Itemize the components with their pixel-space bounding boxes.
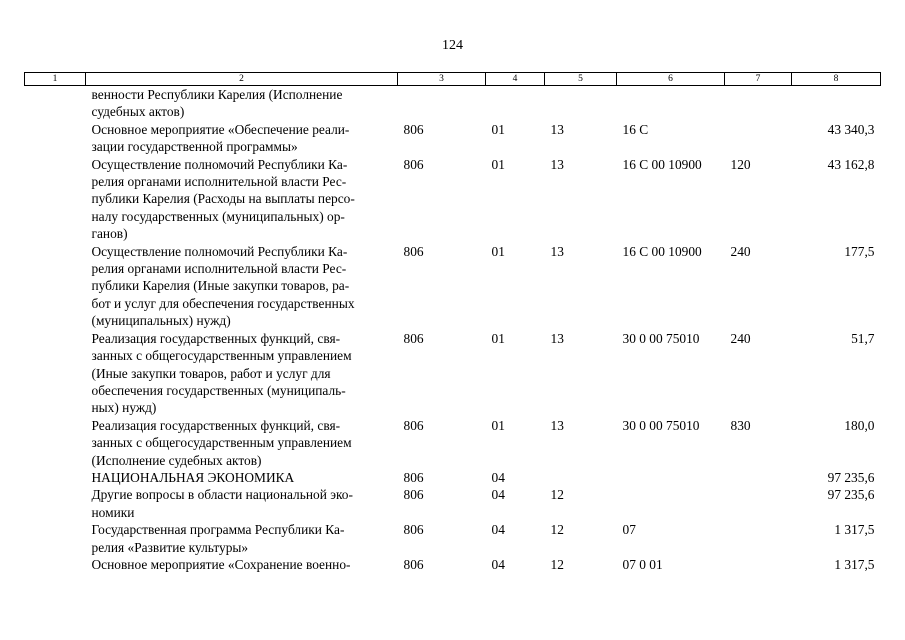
item-name-cell — [86, 330, 398, 417]
amount-cell: 180,0 — [844, 417, 875, 433]
item-name-line: номики — [91, 504, 135, 520]
ministry-code-cell: 806 — [403, 469, 424, 485]
table-row — [25, 156, 881, 243]
item-name-line: обеспечения государственных (муниципаль- — [91, 382, 346, 398]
item-name-line: ных) нужд) — [91, 400, 157, 416]
target-article-cell — [617, 486, 725, 521]
subsection-code-cell: 12 — [550, 522, 564, 538]
item-name-line: релия «Развитие культуры» — [91, 539, 249, 555]
target-article-cell — [617, 86, 725, 121]
column-number-header: 2 — [86, 73, 398, 86]
budget-table — [24, 72, 881, 573]
item-name-line: бот и услуг для обеспечения государственных — [91, 295, 355, 311]
item-name-line: Основное мероприятие «Сохранение военно- — [91, 556, 351, 572]
amount-cell: 97 235,6 — [827, 469, 875, 485]
target-article-cell: 16 С — [622, 121, 649, 137]
amount-cell: 97 235,6 — [827, 487, 875, 503]
subsection-code-cell: 13 — [550, 243, 564, 259]
column-number-header: 5 — [545, 73, 617, 86]
item-name-line: венности Республики Карелия (Исполнение — [91, 87, 343, 102]
row-blank-cell — [25, 243, 86, 330]
table-row — [25, 86, 881, 121]
item-name-line: налу государственных (муниципальных) ор- — [91, 208, 345, 224]
ministry-code-cell: 806 — [403, 330, 424, 346]
item-name-cell — [86, 243, 398, 330]
section-code-cell: 01 — [491, 417, 505, 433]
section-code-cell: 01 — [491, 156, 505, 172]
target-article-cell: 16 С 00 10900 — [622, 156, 702, 172]
item-name-line: (Исполнение судебных актов) — [91, 452, 262, 468]
item-name-cell — [86, 556, 398, 573]
subsection-code-cell: 13 — [550, 330, 564, 346]
row-blank-cell — [25, 330, 86, 417]
item-name-line: Осуществление полномочий Республики Ка- — [91, 156, 348, 172]
expense-type-cell: 120 — [730, 156, 751, 172]
item-name-cell — [86, 417, 398, 469]
subsection-code-cell: 13 — [550, 417, 564, 433]
target-article-cell — [617, 469, 725, 486]
row-blank-cell — [25, 156, 86, 243]
expense-type-cell — [725, 556, 792, 573]
expense-type-cell — [725, 469, 792, 486]
column-number-header: 4 — [486, 73, 545, 86]
item-name-cell — [86, 521, 398, 556]
ministry-code-cell: 806 — [403, 243, 424, 259]
row-blank-cell — [25, 486, 86, 521]
expense-type-cell — [725, 121, 792, 156]
subsection-code-cell — [545, 469, 617, 486]
amount-cell: 51,7 — [851, 330, 875, 346]
ministry-code-cell — [398, 86, 486, 121]
amount-cell: 1 317,5 — [834, 522, 875, 538]
subsection-code-cell: 12 — [550, 487, 564, 503]
column-number-header-row — [25, 73, 881, 86]
column-number-header: 7 — [725, 73, 792, 86]
expense-type-cell: 830 — [730, 417, 751, 433]
column-number-header: 8 — [792, 73, 881, 86]
subsection-code-cell: 12 — [550, 556, 564, 572]
column-number-header: 3 — [398, 73, 486, 86]
subsection-code-cell — [545, 86, 617, 121]
row-blank-cell — [25, 469, 86, 486]
item-name-line: Осуществление полномочий Республики Ка- — [91, 243, 348, 259]
table-row — [25, 469, 881, 486]
target-article-cell: 30 0 00 75010 — [622, 330, 700, 346]
item-name-cell — [86, 156, 398, 243]
section-code-cell — [486, 86, 545, 121]
amount-cell: 43 340,3 — [827, 121, 875, 137]
section-code-cell: 01 — [491, 121, 505, 137]
table-row — [25, 486, 881, 521]
column-number-header: 6 — [617, 73, 725, 86]
item-name-line: судебных актов) — [91, 104, 185, 120]
item-name-line: Реализация государственных функций, свя- — [91, 330, 341, 346]
ministry-code-cell: 806 — [403, 556, 424, 572]
item-name-line: (муниципальных) нужд) — [91, 313, 231, 329]
table-row — [25, 556, 881, 573]
column-number-header: 1 — [25, 73, 86, 86]
item-name-line: Реализация государственных функций, свя- — [91, 417, 341, 433]
item-name-line: Основное мероприятие «Обеспечение реали- — [91, 121, 350, 137]
expense-type-cell — [725, 521, 792, 556]
target-article-cell: 30 0 00 75010 — [622, 417, 700, 433]
row-blank-cell — [25, 521, 86, 556]
expense-type-cell — [725, 486, 792, 521]
ministry-code-cell: 806 — [403, 156, 424, 172]
target-article-cell: 07 0 01 — [622, 556, 663, 572]
item-name-line: релия органами исполнительной власти Рес- — [91, 261, 347, 277]
item-name-line: Другие вопросы в области национальной эко- — [91, 487, 353, 503]
item-name-line: ганов) — [91, 226, 128, 242]
item-name-line: (Иные закупки товаров, работ и услуг для — [91, 365, 331, 381]
amount-cell: 1 317,5 — [834, 556, 875, 572]
amount-cell: 43 162,8 — [827, 156, 875, 172]
item-name-line: публики Карелия (Иные закупки товаров, ра- — [91, 278, 350, 294]
table-row — [25, 521, 881, 556]
ministry-code-cell: 806 — [403, 417, 424, 433]
item-name-line: зации государственной программы» — [91, 139, 298, 155]
item-name-cell — [86, 469, 398, 486]
section-code-cell: 04 — [491, 487, 505, 503]
ministry-code-cell: 806 — [403, 487, 424, 503]
subsection-code-cell: 13 — [550, 121, 564, 137]
target-article-cell: 07 — [622, 522, 636, 538]
item-name-line: публики Карелия (Расходы на выплаты персо- — [91, 191, 355, 207]
table-row — [25, 417, 881, 469]
table-row — [25, 330, 881, 417]
item-name-line: релия органами исполнительной власти Рес- — [91, 174, 347, 190]
item-name-line: занных с общегосударственным управлением — [91, 435, 352, 451]
table-row — [25, 121, 881, 156]
expense-type-cell: 240 — [730, 330, 751, 346]
target-article-cell: 16 С 00 10900 — [622, 243, 702, 259]
subsection-code-cell: 13 — [550, 156, 564, 172]
table-body — [25, 86, 881, 574]
row-blank-cell — [25, 417, 86, 469]
section-code-cell: 01 — [491, 330, 505, 346]
expense-type-cell — [725, 86, 792, 121]
table-row — [25, 243, 881, 330]
section-code-cell: 04 — [491, 556, 505, 572]
page-number: 124 — [442, 38, 463, 53]
amount-cell — [792, 86, 881, 121]
row-blank-cell — [25, 121, 86, 156]
ministry-code-cell: 806 — [403, 121, 424, 137]
row-blank-cell — [25, 556, 86, 573]
item-name-cell — [86, 86, 398, 121]
expense-type-cell: 240 — [730, 243, 751, 259]
section-code-cell: 04 — [491, 522, 505, 538]
item-name-cell — [86, 121, 398, 156]
item-name-cell — [86, 486, 398, 521]
section-code-cell: 01 — [491, 243, 505, 259]
amount-cell: 177,5 — [844, 243, 875, 259]
item-name-line: занных с общегосударственным управлением — [91, 348, 352, 364]
item-name-line: Государственная программа Республики Ка- — [91, 522, 345, 538]
section-code-cell: 04 — [491, 469, 505, 485]
row-blank-cell — [25, 86, 86, 121]
item-name-line: НАЦИОНАЛЬНАЯ ЭКОНОМИКА — [91, 469, 295, 485]
ministry-code-cell: 806 — [403, 522, 424, 538]
